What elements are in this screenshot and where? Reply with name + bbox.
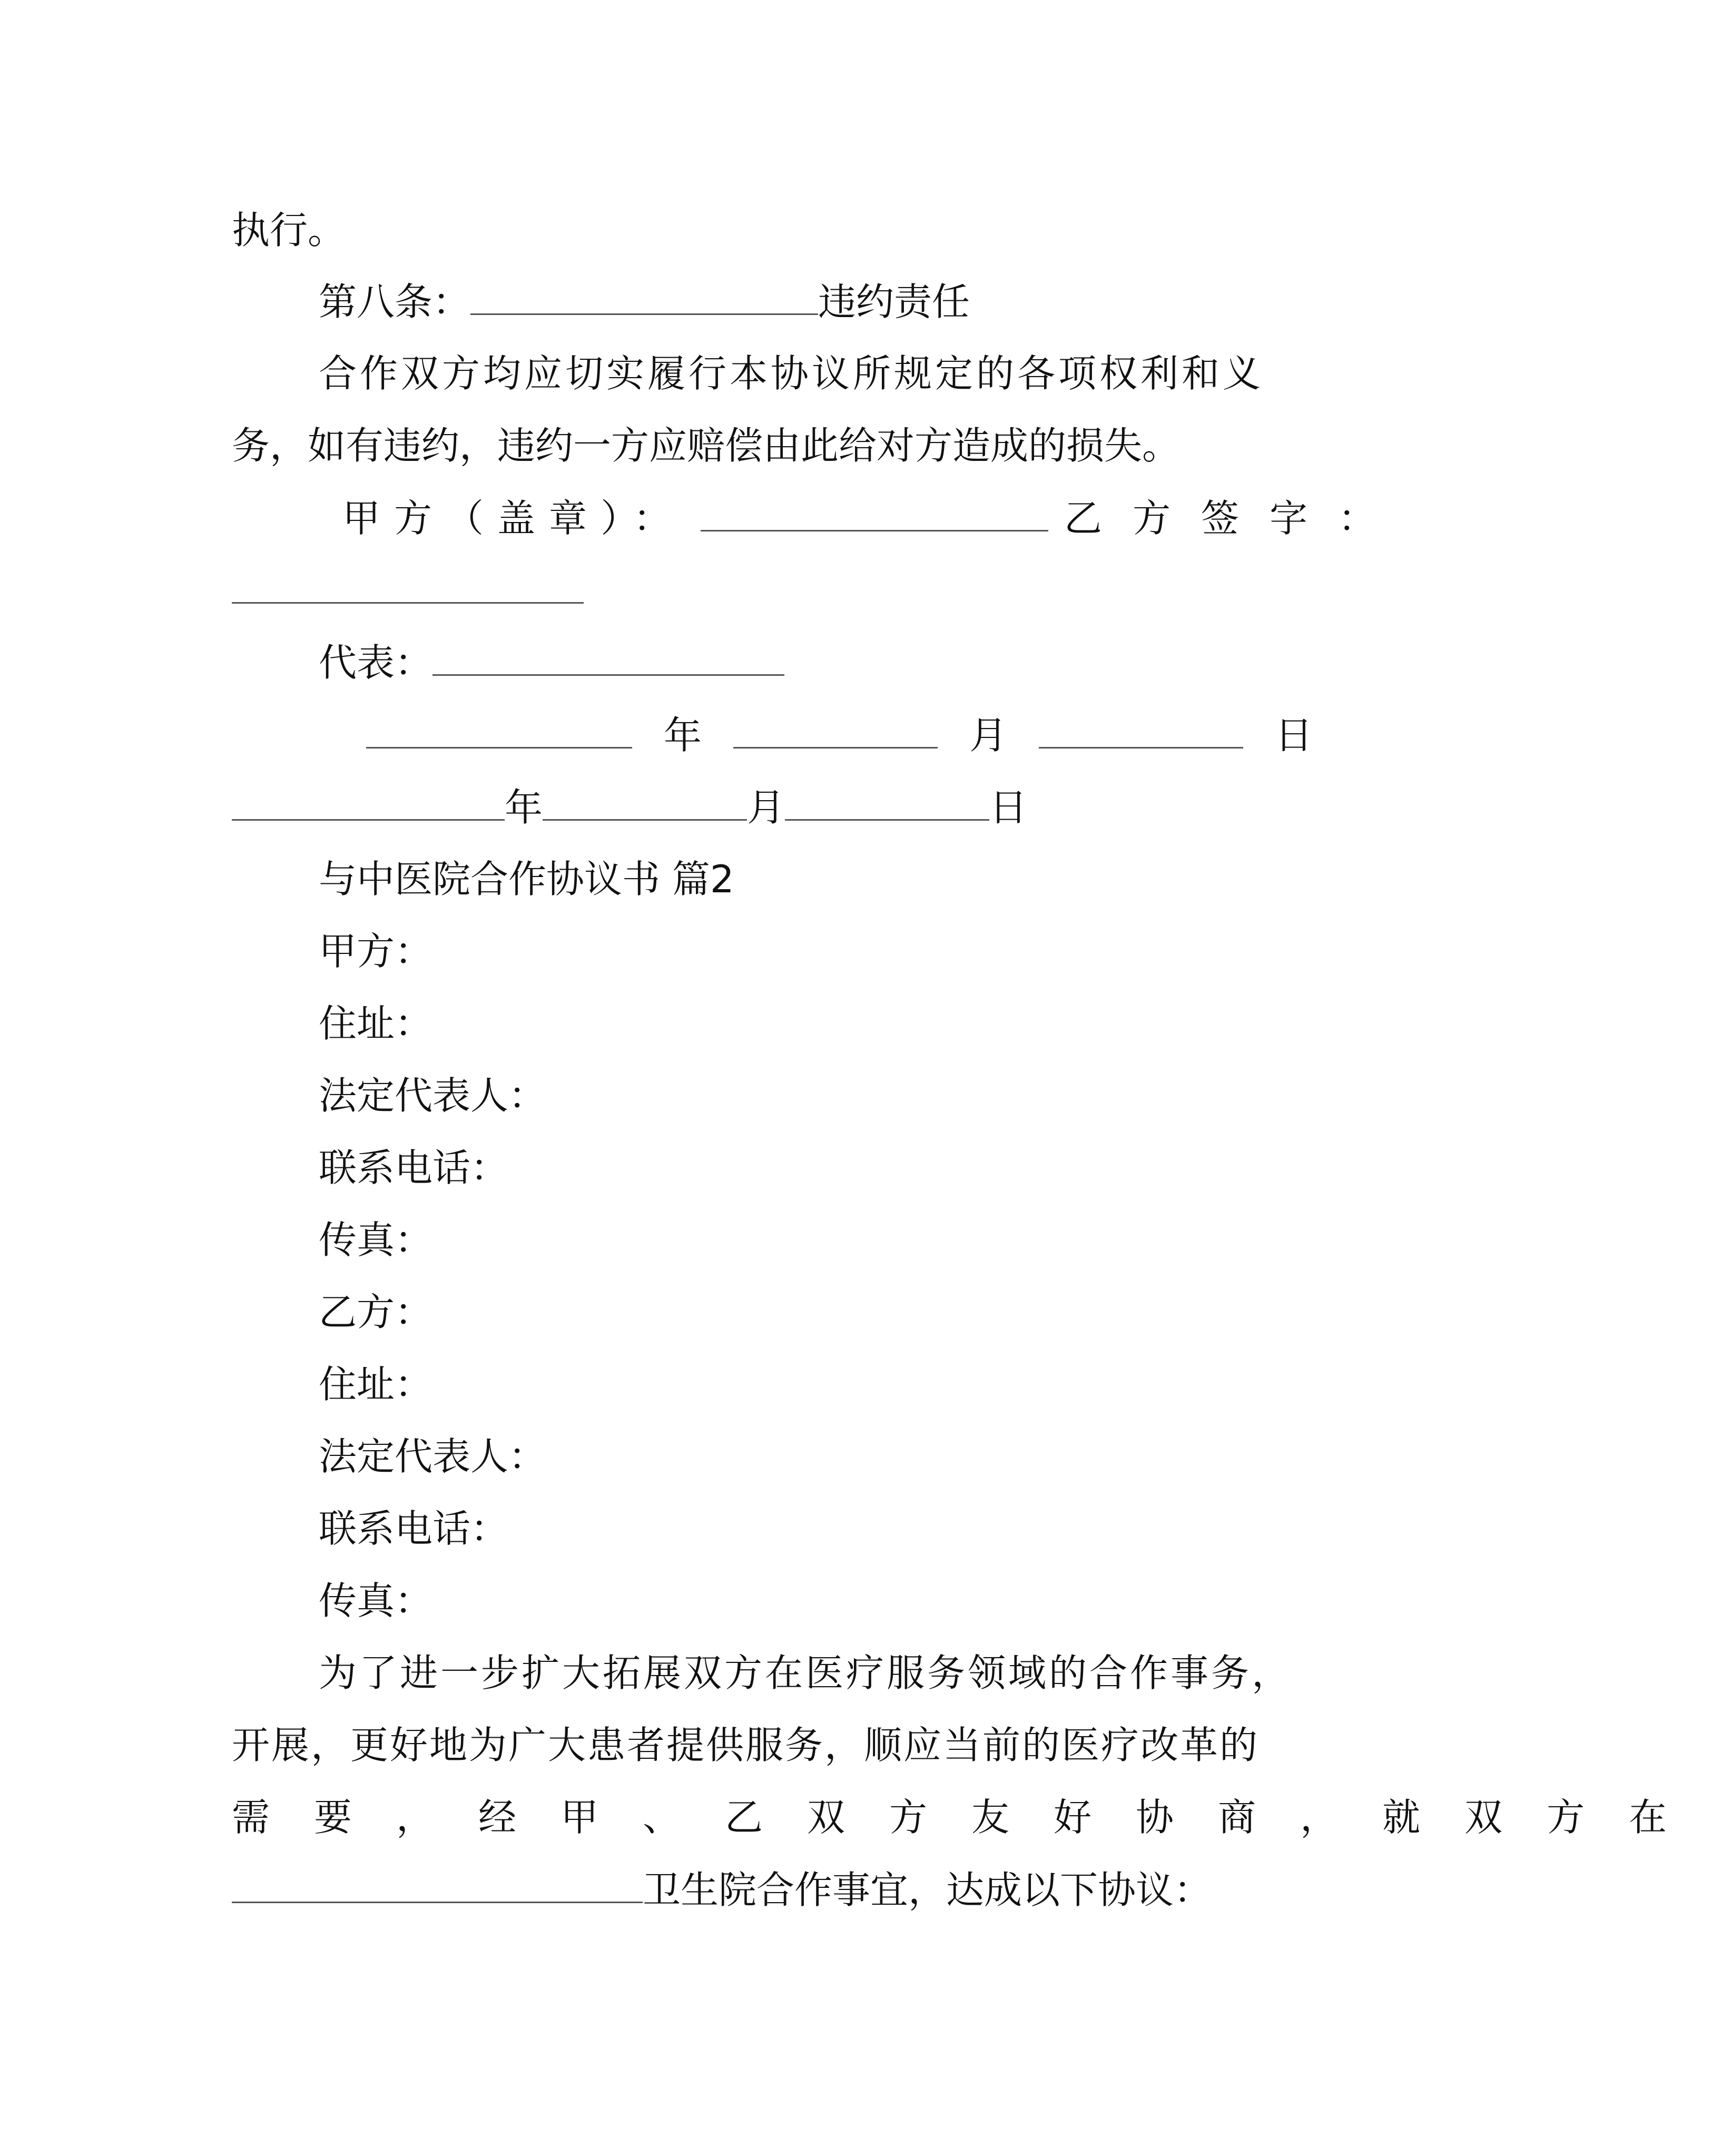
party-a-phone-label: 联系电话： [319, 1146, 509, 1190]
party-b-fax-label: 传真： [319, 1579, 433, 1623]
year-label: 年 [664, 713, 702, 757]
representative-line [319, 633, 1306, 691]
date-line [232, 778, 1306, 836]
blank-line [1039, 706, 1243, 749]
signature-blank-line [232, 561, 1306, 608]
representative-label: 代表： [319, 641, 433, 685]
signature-line [342, 489, 1407, 547]
text-line: 务，如有违约，违约一方应赔偿由此给对方造成的损失。 [232, 424, 1181, 468]
blank-line [232, 1860, 643, 1903]
day-label: 日 [1275, 713, 1313, 757]
blank-line [470, 272, 818, 315]
text-line: 为了进一步扩大拓展双方在医疗服务领域的合作事务， [319, 1651, 1293, 1695]
party-b-sign-label: 乙方签字： [1064, 496, 1407, 540]
party-b-address-label: 住址： [319, 1362, 433, 1406]
blank-line [232, 561, 584, 604]
text-line [232, 1860, 1306, 1918]
month-label: 月 [747, 785, 785, 830]
party-b-label: 乙方： [319, 1290, 433, 1334]
party-a-seal-label: 甲方（盖章）： [342, 496, 685, 540]
party-b-legal-rep-label: 法定代表人： [319, 1434, 547, 1479]
month-label: 月 [969, 713, 1008, 757]
text-line: 执行。 [232, 208, 346, 252]
date-line [366, 706, 1313, 764]
article-8-heading [319, 272, 1306, 330]
party-a-fax-label: 传真： [319, 1218, 433, 1262]
party-b-phone-label: 联系电话： [319, 1507, 509, 1551]
blank-line [733, 706, 938, 749]
blank-line [366, 706, 632, 749]
blank-line [785, 778, 989, 821]
party-a-label: 甲方： [319, 929, 433, 973]
text-line: 需要，经甲、乙双方友好协商，就双方在 [232, 1795, 1711, 1839]
party-a-legal-rep-label: 法定代表人： [319, 1074, 547, 1118]
blank-line [432, 633, 784, 676]
text-line: 合作双方均应切实履行本协议所规定的各项权利和义 [319, 351, 1264, 396]
party-a-address-label: 住址： [319, 1001, 433, 1046]
blank-line [543, 778, 747, 821]
section-title: 与中医院合作协议书 篇2 [319, 857, 734, 901]
blank-line [232, 778, 505, 821]
blank-line [701, 489, 1048, 531]
text-line: 开展，更好地为广大患者提供服务，顺应当前的医疗改革的 [232, 1723, 1260, 1767]
year-label: 年 [505, 785, 543, 830]
article-8-suffix: 违约责任 [818, 280, 970, 324]
article-8-prefix: 第八条： [319, 280, 471, 324]
text-line-suffix: 卫生院合作事宜，达成以下协议： [643, 1868, 1212, 1912]
day-label: 日 [989, 785, 1028, 830]
